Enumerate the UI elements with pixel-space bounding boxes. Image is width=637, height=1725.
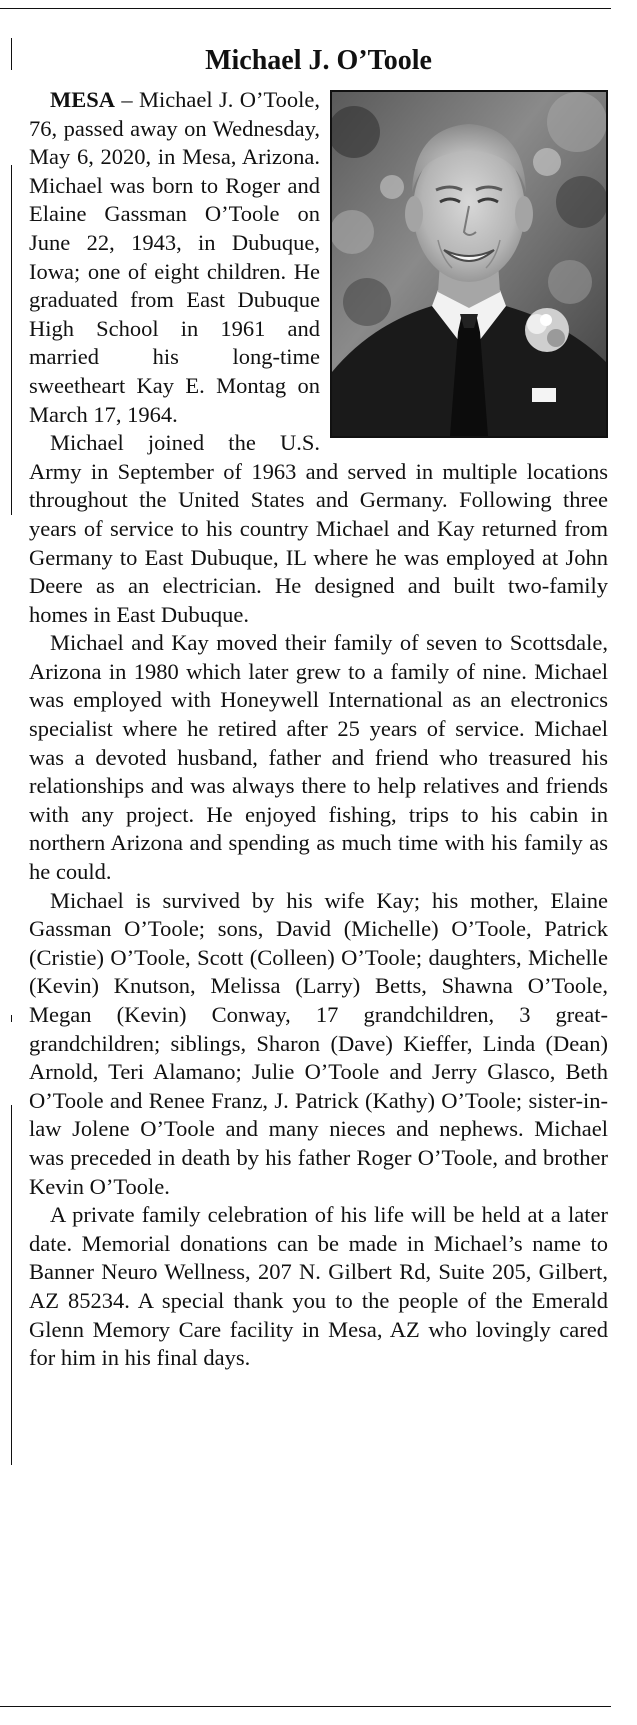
obituary-paragraph: Michael and Kay moved their family of seven to Scottsdale, Arizona in 1980 which later grew to a family of nine. Michael was employed with Honeywell International as an electronics specialist where he retired after 25 years of service. Michael was a devoted husband, father and friend who treasured his relationships and was always there to help relatives and friends with any project. He enjoyed fishing, trips to his cabin in northern Arizona and spending as much time with his family as he could.: [29, 630, 608, 885]
top-rule: [0, 8, 611, 9]
column-divider: [11, 165, 12, 515]
obituary-paragraph: Michael joined the U.S. Army in September of 1963 and served in multiple locations throughout the United States and Germany. Following three years of service to his country Michael and Kay returned from Germany to East Dubuque, IL where he was employed at John Deere as an electrician. He designed and built two-family homes in East Dubuque.: [29, 430, 608, 627]
column-divider: [11, 1015, 12, 1022]
obituary-paragraph: Michael is survived by his wife Kay; his mother, Elaine Gassman O’Toole; sons, David (Michelle) O’Toole, Patrick (Cristie) O’Toole, Scott (Colleen) O’Toole; daughters, Michelle (Kevin) Knutson, Melissa (Larry) Betts, Shawna O’Toole, Megan (Kevin) Conway, 17 grandchildren, 3 great-grandchildren; siblings, Sharon (Dave) Kieffer, Linda (Dean) Arnold, Teri Alamano; Julie O’Toole and Jerry Glasco, Beth O’Toole and Renee Franz, J. Patrick (Kathy) O’Toole; sister-in-law Jolene O’Toole and many nieces and nephews. Michael was preceded in death by his father Roger O’Toole, and brother Kevin O’Toole.: [29, 887, 608, 1199]
obituary-headline: Michael J. O’Toole: [205, 45, 432, 76]
bottom-rule: [0, 1706, 611, 1707]
portrait-image: [332, 92, 606, 436]
obituary-paragraph-text: – Michael J. O’Toole, 76, passed away on Wednesday, May 6, 2020, in Mesa, Arizona. Michael was born to Roger and Elaine Gassman O’Toole on June 22, 1943, in Dubuque, Iowa; one of eight children. He graduated from East Dubuque High School in 1961 and married his long-time sweetheart Kay E. Montag on March 17, 1964.: [29, 87, 320, 427]
portrait-photo: [330, 90, 608, 438]
obituary-paragraph: A private family celebration of his life will be held at a later date. Memorial donations can be made in Michael’s name to Banner Neuro Wellness, 207 N. Gilbert Rd, Suite 205, Gilbert, AZ 85234. A special thank you to the people of the Emerald Glenn Memory Care facility in Mesa, AZ who lovingly cared for him in his final days.: [29, 1202, 608, 1371]
dateline: MESA: [50, 87, 116, 112]
column-divider: [11, 1105, 12, 1465]
obituary-article: [29, 42, 608, 1373]
column-divider: [11, 38, 12, 70]
